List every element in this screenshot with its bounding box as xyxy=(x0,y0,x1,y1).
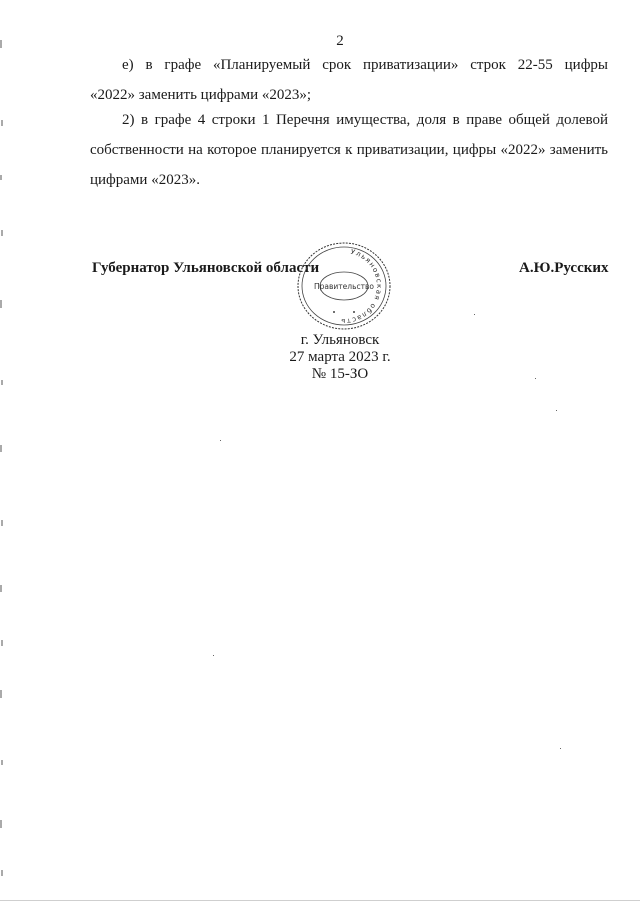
official-seal-stamp xyxy=(294,240,394,332)
paragraph-item-2-text: 2) в графе 4 строки 1 Перечня имущества, доля в праве общей долевой собственности на которое планируется к приватизации, цифры «2022» заменить цифрами «2023». xyxy=(90,112,608,188)
paragraph-item-2 xyxy=(90,105,608,195)
scan-speck xyxy=(220,440,221,441)
law-date: 27 марта 2023 г. xyxy=(289,349,391,365)
svg-text:Ульяновская область: Ульяновская область xyxy=(339,247,384,326)
scan-speck xyxy=(560,748,561,749)
paragraph-e-line2: «2022» заменить цифрами «2023»; xyxy=(90,87,312,103)
scan-speck xyxy=(474,314,475,315)
scan-speck xyxy=(535,378,536,379)
page-number: 2 xyxy=(336,33,344,49)
paragraph-e xyxy=(90,50,608,110)
svg-text:Правительство: Правительство xyxy=(314,282,374,291)
scan-speck xyxy=(556,410,557,411)
signatory-name: А.Ю.Русских xyxy=(519,260,609,276)
signatory-position: Губернатор Ульяновской области xyxy=(92,260,320,276)
place-date-block xyxy=(240,332,440,383)
law-number: № 15-ЗО xyxy=(311,366,369,382)
paragraph-e-line1: е) в графе «Планируемый срок приватизации» строк 22-55 цифры xyxy=(122,57,608,73)
scan-speck xyxy=(213,655,214,656)
scan-edge-marks xyxy=(0,0,4,905)
scan-bottom-edge xyxy=(0,900,640,901)
city: г. Ульяновск xyxy=(300,332,380,348)
